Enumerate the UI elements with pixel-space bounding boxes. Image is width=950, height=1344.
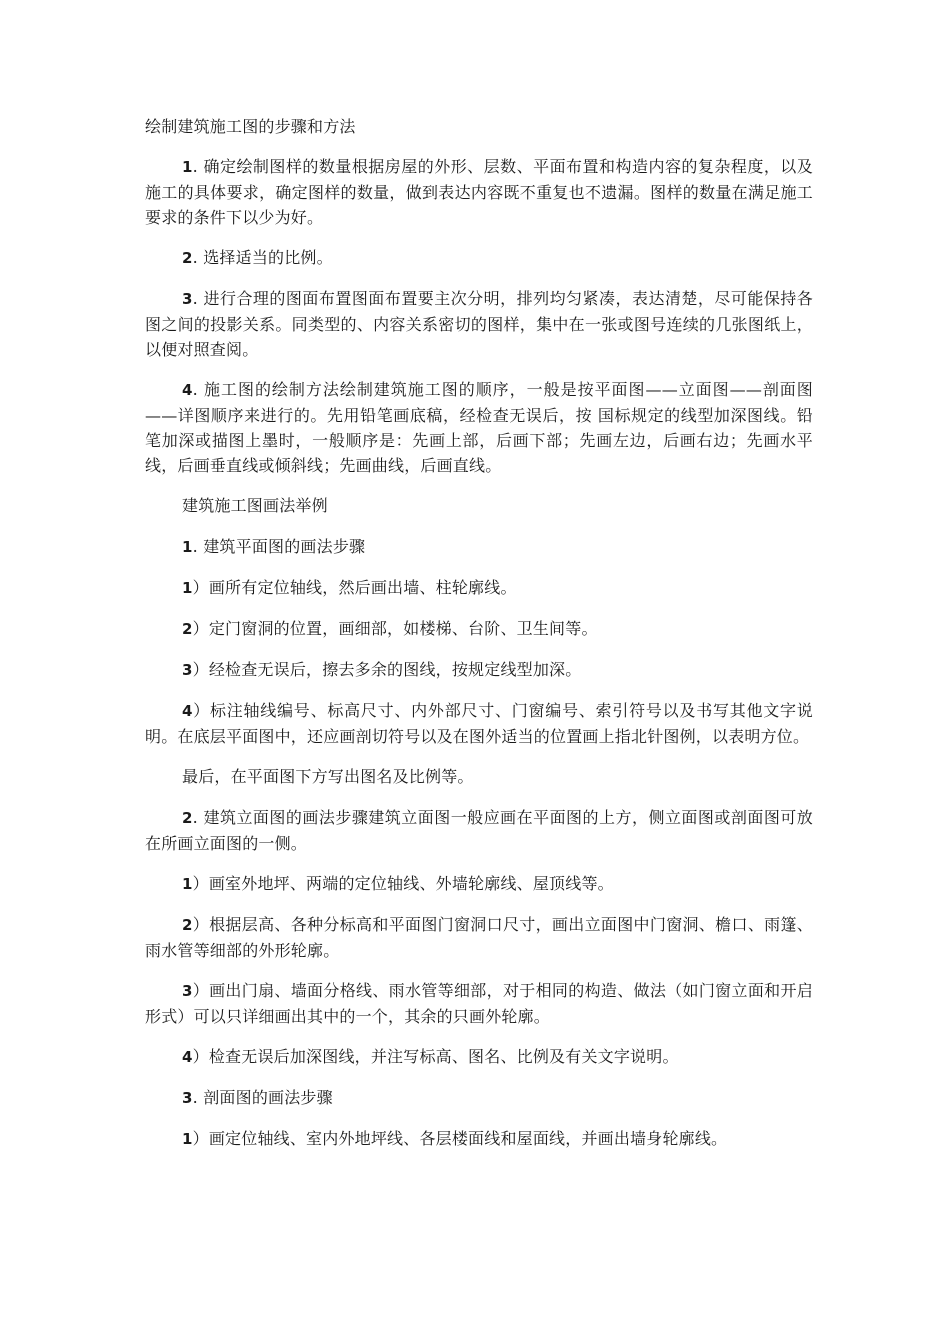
paragraph-text: ）经检查无误后，擦去多余的图线，按规定线型加深。 [192,660,582,679]
paragraph-text: . 选择适当的比例。 [192,248,333,267]
paragraph-9 [145,657,813,683]
paragraph-text: 最后，在平面图下方写出图名及比例等。 [182,767,474,786]
item-number: 4 [182,1048,193,1066]
paragraph-18 [145,1126,813,1152]
paragraph-text: ）定门窗洞的位置，画细部，如楼梯、台阶、卫生间等。 [192,619,598,638]
paragraph-11 [145,764,813,790]
item-number: 1 [182,1130,193,1148]
item-number: 2 [182,620,193,638]
item-number: 1 [182,538,193,556]
paragraph-text: . 建筑立面图的画法步骤建筑立面图一般应画在平面图的上方，侧立面图或剖面图可放在所画立面图的一侧。 [145,808,813,853]
item-number: 1 [182,579,193,597]
paragraph-1 [145,154,813,230]
paragraph-text: . 确定绘制图样的数量根据房屋的外形、层数、平面布置和构造内容的复杂程度，以及施工的具体要求，确定图样的数量，做到表达内容既不重复也不遗漏。图样的数量在满足施工要求的条件下以少为好。 [145,157,813,227]
paragraph-17 [145,1085,813,1111]
section-heading [145,493,813,519]
item-number: 4 [182,702,193,720]
paragraph-text: . 施工图的绘制方法绘制建筑施工图的顺序，一般是按平面图——立面图——剖面图——详图顺序来进行的。先用铅笔画底稿，经检查无误后，按 国标规定的线型加深图线。铅笔加深或描图上墨时，一般顺序是：先画上部，后画下部；先画左边，后画右边；先画水平线，后画垂直线或倾斜线；先画曲线，后画直线。 [145,380,813,475]
paragraph-4 [145,377,813,478]
item-number: 2 [182,916,193,934]
paragraph-text: ）画定位轴线、室内外地坪线、各层楼面线和屋面线，并画出墙身轮廓线。 [192,1129,728,1148]
item-number: 1 [182,875,193,893]
paragraph-15 [145,978,813,1029]
document-title: 绘制建筑施工图的步骤和方法 [145,117,356,136]
paragraph-text: . 剖面图的画法步骤 [192,1088,333,1107]
paragraph-2 [145,245,813,271]
item-number: 4 [182,381,193,399]
paragraph-text: ）检查无误后加深图线，并注写标高、图名、比例及有关文字说明。 [192,1047,679,1066]
paragraph-text: ）画所有定位轴线，然后画出墙、柱轮廓线。 [192,578,517,597]
paragraph-text: ）画室外地坪、两端的定位轴线、外墙轮廓线、屋顶线等。 [192,874,614,893]
paragraph-13 [145,871,813,897]
paragraph-10 [145,698,813,749]
paragraph-text: ）根据层高、各种分标高和平面图门窗洞口尺寸，画出立面图中门窗洞、檐口、雨篷、雨水管等细部的外形轮廓。 [145,915,813,960]
item-number: 3 [182,290,193,308]
paragraph-text: . 建筑平面图的画法步骤 [192,537,366,556]
document-body [145,114,813,1167]
item-number: 1 [182,158,193,176]
paragraph-text: . 进行合理的图面布置图面布置要主次分明，排列均匀紧凑，表达清楚，尽可能保持各图之间的投影关系。同类型的、内容关系密切的图样，集中在一张或图号连续的几张图纸上，以便对照查阅。 [145,289,813,359]
paragraph-8 [145,616,813,642]
paragraph-text: ）画出门扇、墙面分格线、雨水管等细部，对于相同的构造、做法（如门窗立面和开启形式）可以只详细画出其中的一个，其余的只画外轮廓。 [145,981,813,1026]
paragraph-6 [145,534,813,560]
item-number: 2 [182,249,193,267]
paragraph-text: 建筑施工图画法举例 [182,496,328,515]
paragraph-14 [145,912,813,963]
paragraph-3 [145,286,813,362]
item-number: 3 [182,661,193,679]
paragraph-16 [145,1044,813,1070]
item-number: 2 [182,809,193,827]
item-number: 3 [182,982,193,1000]
paragraph-7 [145,575,813,601]
item-number: 3 [182,1089,193,1107]
paragraph-text: ）标注轴线编号、标高尺寸、内外部尺寸、门窗编号、索引符号以及书写其他文字说明。在底层平面图中，还应画剖切符号以及在图外适当的位置画上指北针图例，以表明方位。 [145,701,813,746]
paragraph-12 [145,805,813,856]
